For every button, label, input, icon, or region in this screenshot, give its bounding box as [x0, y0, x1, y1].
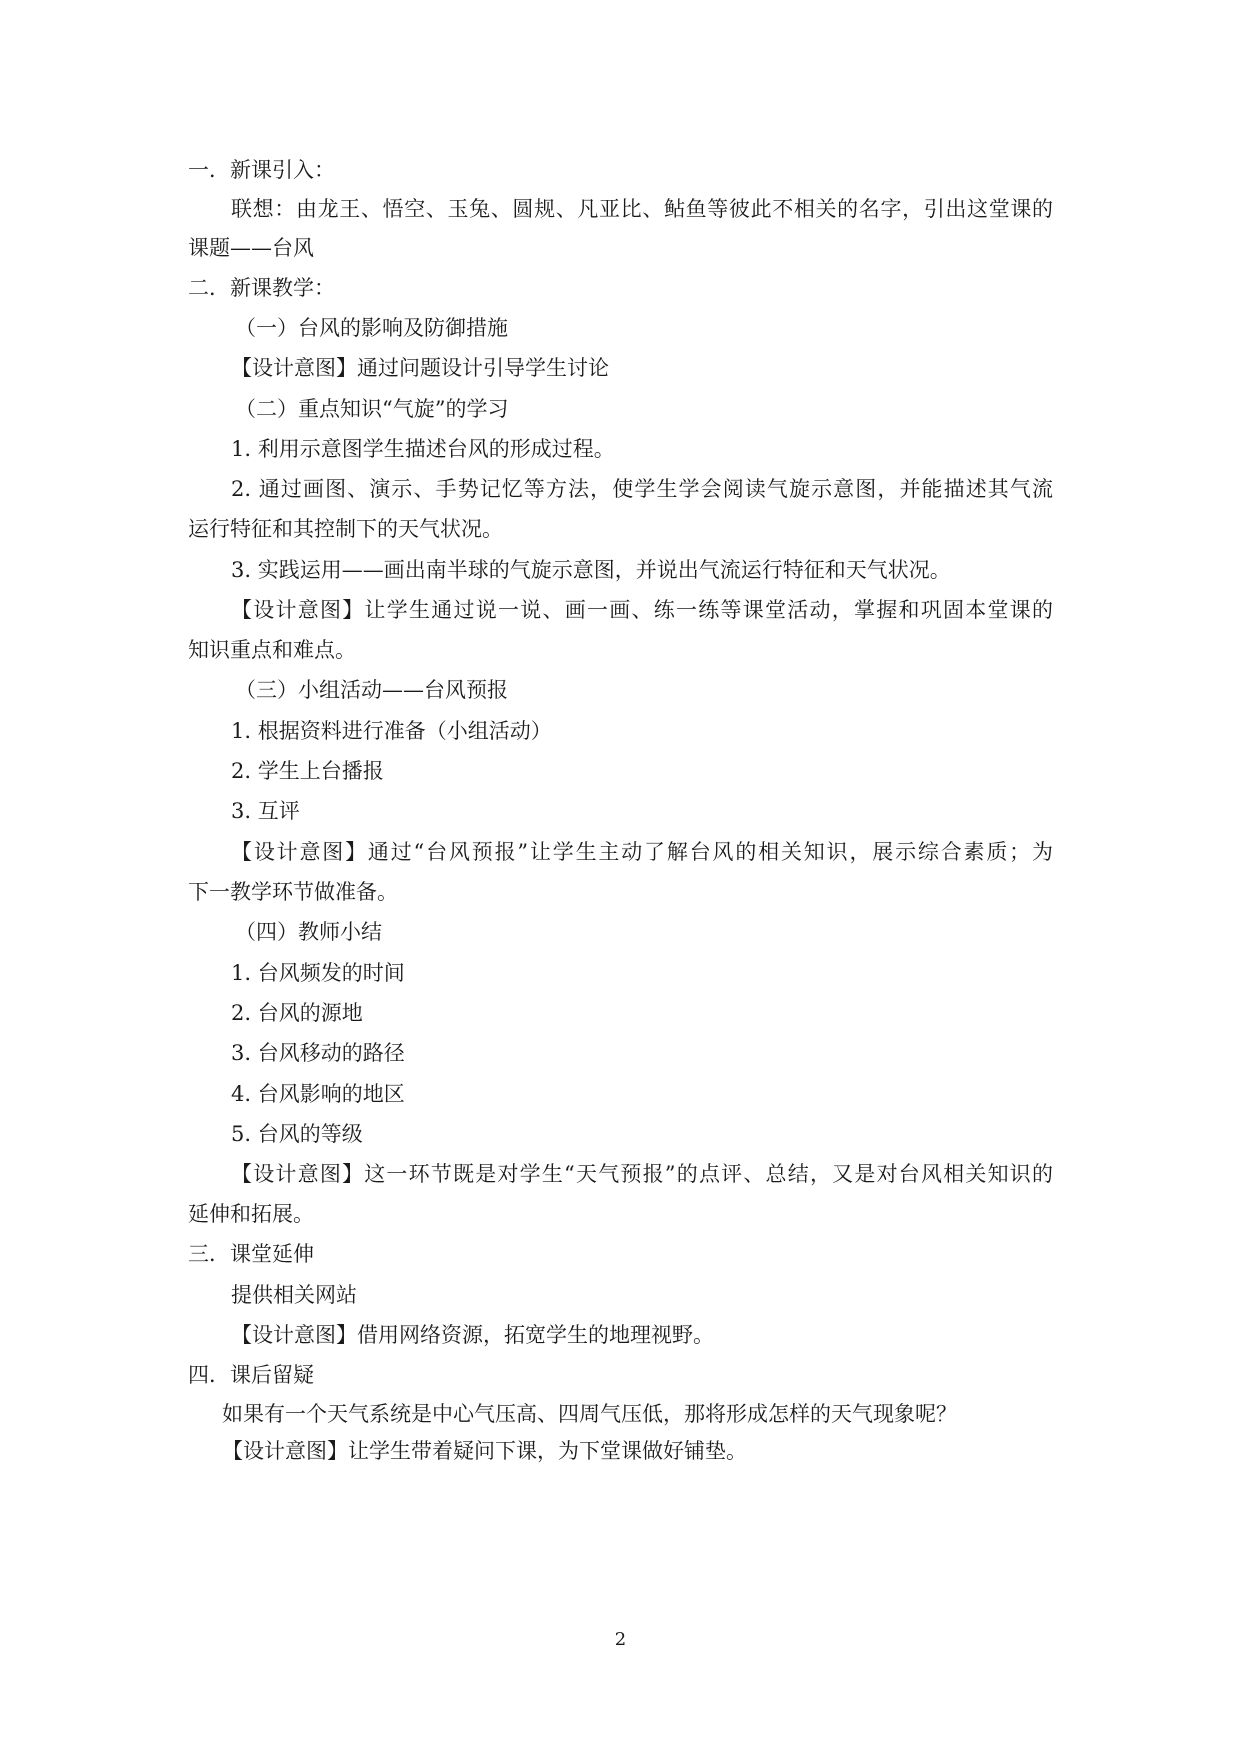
- design-intent-note: 【设计意图】让学生带着疑问下课，为下堂课做好铺垫。: [222, 1439, 747, 1463]
- section-heading: 一．新课引入：: [188, 158, 335, 182]
- paragraph-line: 下一教学环节做准备。: [188, 880, 398, 904]
- subsection-heading: （一）台风的影响及防御措施: [235, 316, 508, 340]
- list-item: 1. 利用示意图学生描述台风的形成过程。: [231, 437, 615, 461]
- list-item: 2. 台风的源地: [231, 1001, 363, 1025]
- list-item: 5. 台风的等级: [231, 1122, 363, 1146]
- design-intent-note: 【设计意图】借用网络资源，拓宽学生的地理视野。: [231, 1323, 714, 1347]
- paragraph-line: 运行特征和其控制下的天气状况。: [188, 517, 503, 541]
- list-item: 1. 根据资料进行准备（小组活动）: [231, 719, 552, 743]
- subsection-heading: （三）小组活动——台风预报: [235, 678, 508, 702]
- section-heading: 二．新课教学：: [188, 276, 335, 300]
- design-intent-note: 【设计意图】这一环节既是对学生“天气预报”的点评、总结，又是对台风相关知识的: [231, 1162, 1053, 1186]
- paragraph-line: 延伸和拓展。: [188, 1202, 314, 1226]
- paragraph-line: 如果有一个天气系统是中心气压高、四周气压低，那将形成怎样的天气现象呢？: [222, 1402, 957, 1426]
- section-heading: 三．课堂延伸: [188, 1242, 314, 1266]
- design-intent-note: 【设计意图】通过问题设计引导学生讨论: [231, 356, 609, 380]
- page-number: 2: [614, 1629, 627, 1650]
- list-item: 2. 通过画图、演示、手势记忆等方法，使学生学会阅读气旋示意图，并能描述其气流: [231, 477, 1053, 501]
- list-item: 1. 台风频发的时间: [231, 961, 405, 985]
- paragraph-line: 课题——台风: [188, 236, 314, 260]
- list-item: 3. 互评: [231, 799, 300, 823]
- paragraph-line: 联想：由龙王、悟空、玉兔、圆规、凡亚比、鲇鱼等彼此不相关的名字，引出这堂课的: [231, 197, 1053, 221]
- subsection-heading: （二）重点知识“气旋”的学习: [235, 397, 509, 421]
- paragraph-line: 知识重点和难点。: [188, 638, 356, 662]
- list-item: 3. 台风移动的路径: [231, 1041, 405, 1065]
- paragraph-line: 提供相关网站: [231, 1283, 357, 1307]
- section-heading: 四．课后留疑: [188, 1363, 314, 1387]
- list-item: 3. 实践运用——画出南半球的气旋示意图，并说出气流运行特征和天气状况。: [231, 558, 951, 582]
- list-item: 2. 学生上台播报: [231, 759, 384, 783]
- design-intent-note: 【设计意图】让学生通过说一说、画一画、练一练等课堂活动，掌握和巩固本堂课的: [231, 598, 1053, 622]
- design-intent-note: 【设计意图】通过“台风预报”让学生主动了解台风的相关知识，展示综合素质；为: [231, 840, 1053, 864]
- list-item: 4. 台风影响的地区: [231, 1082, 405, 1106]
- subsection-heading: （四）教师小结: [235, 920, 382, 944]
